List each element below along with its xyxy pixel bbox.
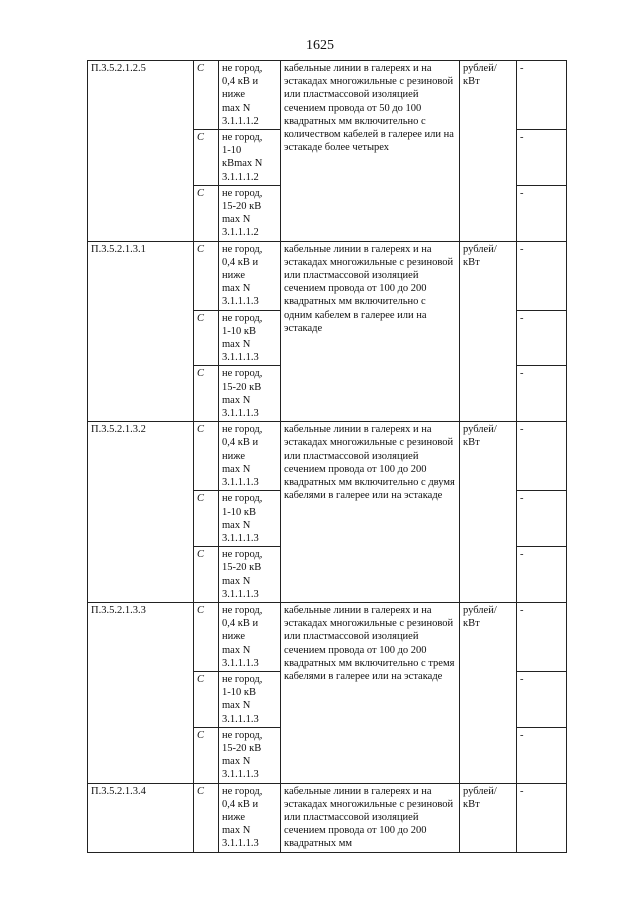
value-cell: - xyxy=(517,602,567,671)
table-row xyxy=(88,783,567,852)
condition-cell xyxy=(219,547,281,603)
category-cell: С xyxy=(194,366,219,422)
description-cell: кабельные линии в галереях и на эстакадах многожильные с резиновой или пластмассовой изоляцией сечением провода от 100 до 200 квадратных мм xyxy=(281,783,460,852)
condition-cell xyxy=(219,671,281,727)
condition-cell xyxy=(219,727,281,783)
description-cell: кабельные линии в галереях и на эстакадах многожильные с резиновой или пластмассовой изоляцией сечением провода от 100 до 200 квадратных мм включительно с двумя кабелями в галерее или на эстакаде xyxy=(281,422,460,603)
category-cell: С xyxy=(194,783,219,852)
value-cell: - xyxy=(517,547,567,603)
category-cell: С xyxy=(194,61,219,130)
condition-text: не город, 15-20 кВ max N 3.1.1.1.2 xyxy=(222,187,263,239)
condition-text: не город, 15-20 кВ max N 3.1.1.1.3 xyxy=(222,729,263,781)
description-cell: кабельные линии в галереях и на эстакадах многожильные с резиновой или пластмассовой изоляцией сечением провода от 50 до 100 квадратных мм включительно с количеством кабелей в галерее или на эстакаде более четырех xyxy=(281,61,460,242)
description-cell: кабельные линии в галереях и на эстакадах многожильные с резиновой или пластмассовой изоляцией сечением провода от 100 до 200 квадратных мм включительно с одним кабелем в галерее или на эстакаде xyxy=(281,241,460,422)
category-cell: С xyxy=(194,241,219,310)
table-row xyxy=(88,602,567,671)
condition-cell xyxy=(219,783,281,852)
condition-cell xyxy=(219,366,281,422)
condition-text: не город, 0,4 кВ и ниже max N 3.1.1.1.3 xyxy=(222,604,263,669)
value-cell: - xyxy=(517,422,567,491)
item-code: П.3.5.2.1.3.3 xyxy=(88,602,194,783)
value-cell: - xyxy=(517,61,567,130)
unit-cell: рублей/ кВт xyxy=(460,602,517,783)
value-cell: - xyxy=(517,366,567,422)
condition-text: не город, 1-10 кВmax N 3.1.1.1.2 xyxy=(222,132,263,183)
condition-text: не город, 0,4 кВ и ниже max N 3.1.1.1.3 xyxy=(222,785,263,850)
unit-cell: рублей/ кВт xyxy=(460,783,517,852)
condition-text: не город, 0,4 кВ и ниже max N 3.1.1.1.3 xyxy=(222,243,263,308)
unit-cell: рублей/ кВт xyxy=(460,422,517,603)
value-cell: - xyxy=(517,491,567,547)
unit-cell: рублей/ кВт xyxy=(460,61,517,242)
category-cell: С xyxy=(194,310,219,366)
page-number: 1625 xyxy=(306,38,334,53)
condition-cell xyxy=(219,310,281,366)
category-cell: С xyxy=(194,727,219,783)
condition-cell xyxy=(219,241,281,310)
category-cell: С xyxy=(194,491,219,547)
condition-cell xyxy=(219,602,281,671)
category-cell: С xyxy=(194,185,219,241)
condition-cell xyxy=(219,491,281,547)
condition-text: не город, 0,4 кВ и ниже max N 3.1.1.1.2 xyxy=(222,63,263,127)
item-code: П.3.5.2.1.3.4 xyxy=(88,783,194,852)
table-row xyxy=(88,422,567,491)
table-row xyxy=(88,61,567,130)
condition-text: не город, 1-10 кВ max N 3.1.1.1.3 xyxy=(222,673,263,725)
category-cell: С xyxy=(194,130,219,186)
condition-cell xyxy=(219,130,281,186)
value-cell: - xyxy=(517,130,567,186)
description-cell: кабельные линии в галереях и на эстакадах многожильные с резиновой или пластмассовой изоляцией сечением провода от 100 до 200 квадратных мм включительно с тремя кабелями в галерее или на эстакаде xyxy=(281,602,460,783)
condition-text: не город, 1-10 кВ max N 3.1.1.1.3 xyxy=(222,312,263,364)
unit-cell: рублей/ кВт xyxy=(460,241,517,422)
value-cell: - xyxy=(517,185,567,241)
category-cell: С xyxy=(194,602,219,671)
value-cell: - xyxy=(517,783,567,852)
condition-text: не город, 15-20 кВ max N 3.1.1.1.3 xyxy=(222,549,263,600)
table-row xyxy=(88,241,567,310)
value-cell: - xyxy=(517,727,567,783)
value-cell: - xyxy=(517,241,567,310)
item-code: П.3.5.2.1.3.2 xyxy=(88,422,194,603)
category-cell: С xyxy=(194,547,219,603)
condition-cell xyxy=(219,185,281,241)
condition-text: не город, 15-20 кВ max N 3.1.1.1.3 xyxy=(222,368,263,420)
value-cell: - xyxy=(517,671,567,727)
value-cell: - xyxy=(517,310,567,366)
item-code: П.3.5.2.1.2.5 xyxy=(88,61,194,242)
condition-cell xyxy=(219,422,281,491)
condition-text: не город, 0,4 кВ и ниже max N 3.1.1.1.3 xyxy=(222,424,263,489)
item-code: П.3.5.2.1.3.1 xyxy=(88,241,194,422)
tariff-table-body xyxy=(88,61,567,853)
category-cell: С xyxy=(194,422,219,491)
condition-text: не город, 1-10 кВ max N 3.1.1.1.3 xyxy=(222,493,263,544)
tariff-table xyxy=(87,60,567,853)
category-cell: С xyxy=(194,671,219,727)
condition-cell xyxy=(219,61,281,130)
